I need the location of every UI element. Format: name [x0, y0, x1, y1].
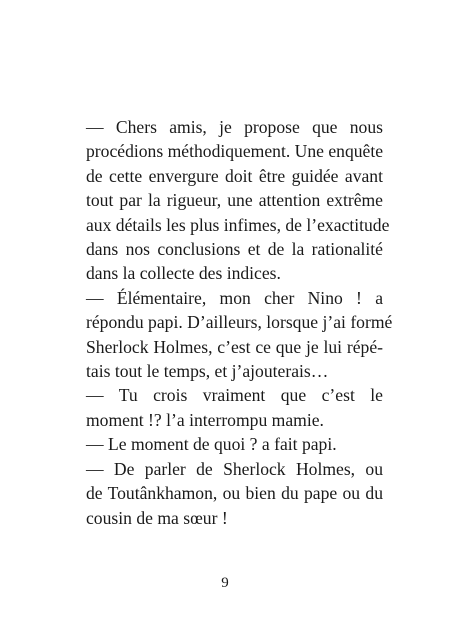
text-line: — Le moment de quoi ? a fait papi.	[86, 434, 337, 455]
text-line: dans nos conclusions et de la rationalité	[86, 239, 383, 260]
text-line: cousin de ma sœur !	[86, 507, 228, 528]
text-line: moment !? l’a interrompu mamie.	[86, 409, 324, 430]
text-block	[69, 115, 393, 530]
text-line: tais tout le temps, et j’ajouterais…	[86, 361, 329, 382]
text-line: procédions méthodiquement. Une enquête	[86, 141, 384, 162]
text-line: — Chers amis, je propose que nous	[86, 117, 383, 137]
page-number: 9	[221, 575, 229, 591]
text-line: — Élémentaire, mon cher Nino ! a	[86, 287, 383, 308]
text-line: tout par la rigueur, une attention extrême	[86, 190, 383, 211]
paragraph-2	[69, 286, 393, 384]
text-line: de cette envergure doit être guidée avant	[86, 165, 383, 186]
text-line: Sherlock Holmes, c’est ce que je lui répé-	[86, 336, 383, 357]
paragraph-1	[69, 115, 390, 286]
text-line: — De parler de Sherlock Holmes, ou	[86, 458, 383, 479]
paragraph-3	[69, 383, 383, 432]
text-line: aux détails les plus infimes, de l’exactitude	[86, 214, 390, 235]
text-line: dans la collecte des indices.	[86, 263, 281, 284]
paragraph-5	[69, 457, 383, 530]
text-line: — Tu crois vraiment que c’est le	[86, 385, 383, 406]
paragraph-4	[69, 432, 383, 456]
text-line: de Toutânkhamon, ou bien du pape ou du	[86, 483, 383, 504]
text-line: répondu papi. D’ailleurs, lorsque j’ai formé	[86, 312, 393, 333]
